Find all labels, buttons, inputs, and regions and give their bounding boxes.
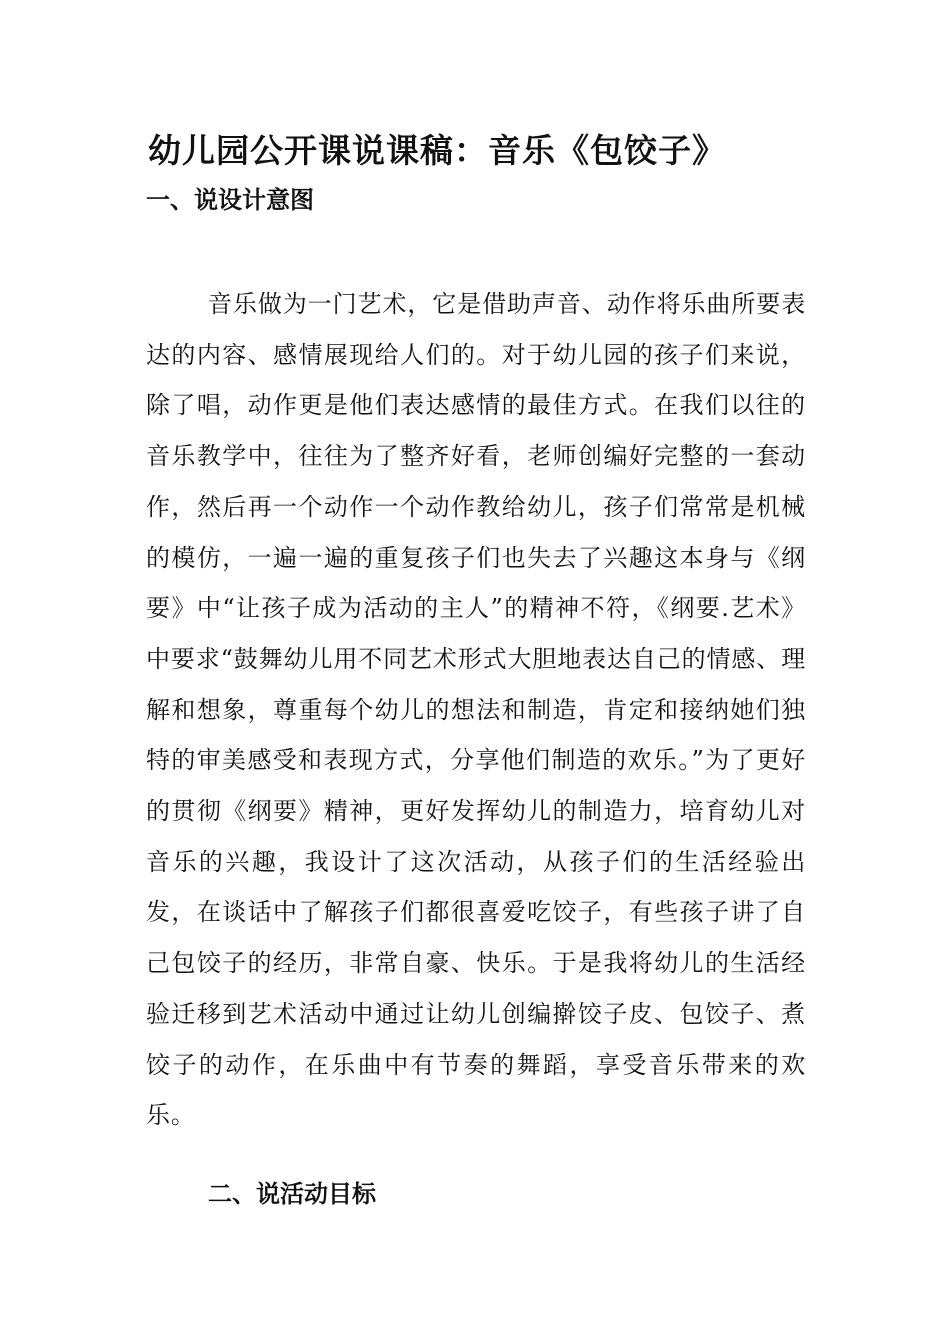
page-title: 幼儿园公开课说课稿：音乐《包饺子》 [148,131,726,170]
section-heading-design-intent: 一、说设计意图 [146,185,314,214]
section-heading-activity-goals: 二、说活动目标 [208,1179,376,1208]
body-paragraph: 音乐做为一门艺术，它是借助声音、动作将乐曲所要表达的内容、感情展现给人们的。对于幼儿园的孩子们来说，除了唱，动作更是他们表达感情的最佳方式。在我们以往的音乐教学中，往往为了整齐好看，老师创编好完整的一套动作，然后再一个动作一个动作教给幼儿，孩子们常常是机械的模仿，一遍一遍的重复孩子们也失去了兴趣这本身与《纲要》中“让孩子成为活动的主人”的精神不符，《纲要.艺术》中要求“鼓舞幼儿用不同艺术形式大胆地表达自己的情感、理解和想象，尊重每个幼儿的想法和制造，肯定和接纳她们独特的审美感受和表现方式，分享他们制造的欢乐。”为了更好的贯彻《纲要》精神，更好发挥幼儿的制造力，培育幼儿对音乐的兴趣，我设计了这次活动，从孩子们的生活经验出发，在谈话中了解孩子们都很喜爱吃饺子，有些孩子讲了自己包饺子的经历，非常自豪、快乐。于是我将幼儿的生活经验迁移到艺术活动中通过让幼儿创编擀饺子皮、包饺子、煮饺子的动作，在乐曲中有节奏的舞蹈，享受音乐带来的欢乐。 [146,290,806,1130]
